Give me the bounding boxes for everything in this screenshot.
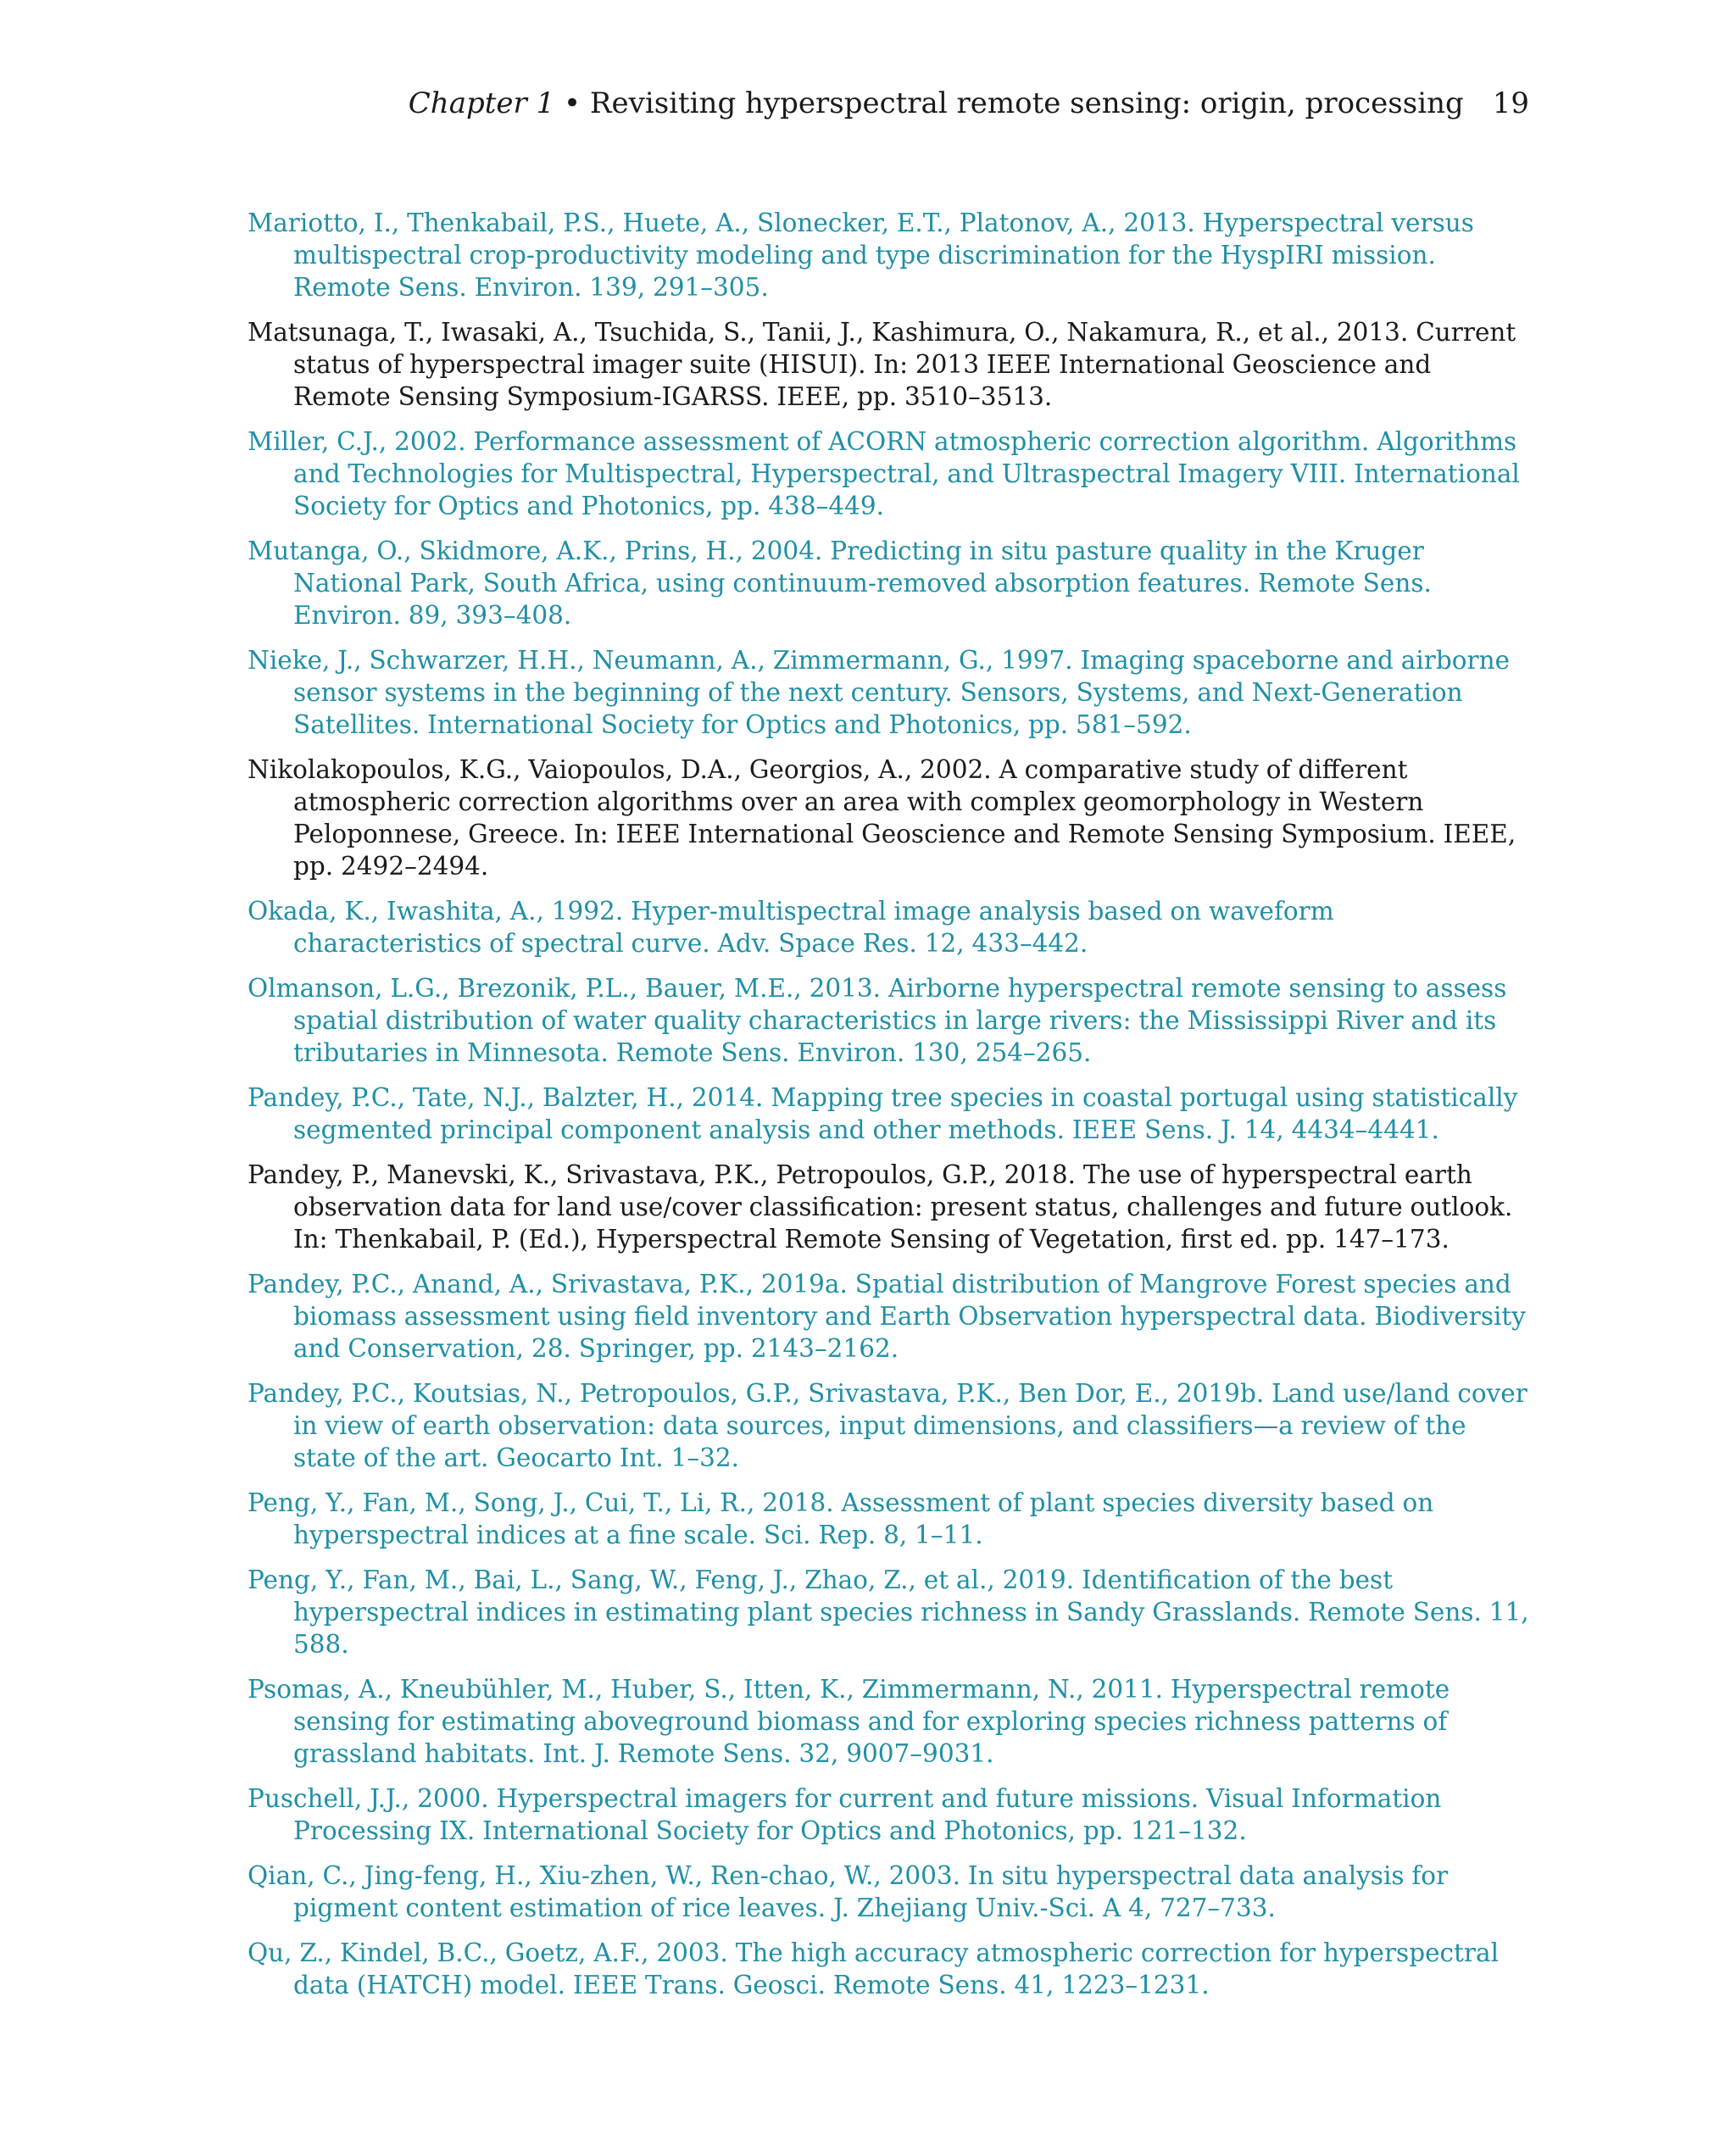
chapter-title: Revisiting hyperspectral remote sensing: origin, processing [589,86,1464,120]
reference-list [248,207,1529,2014]
reference-item: Mariotto, I., Thenkabail, P.S., Huete, A., Slonecker, E.T., Platonov, A., 2013. Hyperspectral versus multispectral crop-productivity modeling and type discrimination for the HyspIRI mission. Remote Sens. Environ. 139, 291–305. [248,209,1474,302]
page-number: 19 [1492,86,1529,120]
reference-item: Peng, Y., Fan, M., Song, J., Cui, T., Li, R., 2018. Assessment of plant species diversity based on hyperspectral indices at a fine scale. Sci. Rep. 8, 1–11. [248,1488,1434,1549]
reference-item: Nieke, J., Schwarzer, H.H., Neumann, A., Zimmermann, G., 1997. Imaging spaceborne and airborne sensor systems in the beginning of the next century. Sensors, Systems, and Next-Generation Satellites. International Society for Optics and Photonics, pp. 581–592. [248,646,1511,739]
reference-item: Olmanson, L.G., Brezonik, P.L., Bauer, M.E., 2013. Airborne hyperspectral remote sensing to assess spatial distribution of water quality characteristics in large rivers: the Mississippi River and its tributaries in Minnesota. Remote Sens. Environ. 130, 254–265. [248,974,1507,1067]
reference-item: Puschell, J.J., 2000. Hyperspectral imagers for current and future missions. Visual Information Processing IX. International Society for Optics and Photonics, pp. 121–132. [248,1784,1442,1845]
reference-item: Matsunaga, T., Iwasaki, A., Tsuchida, S., Tanii, J., Kashimura, O., Nakamura, R., et al., 2013. Current status of hyperspectral imager suite (HISUI). In: 2013 IEEE International Geoscience and Remote Sensing Symposium-IGARSS. IEEE, pp. 3510–3513. [248,318,1516,411]
reference-item: Pandey, P., Manevski, K., Srivastava, P.K., Petropoulos, G.P., 2018. The use of hyperspectral earth observation data for land use/cover classification: present status, challenges and future outlook. In: Thenkabail, P. (Ed.), Hyperspectral Remote Sensing of Vegetation, first ed. pp. 147–173. [248,1160,1513,1254]
header-separator: • [554,86,590,120]
reference-item: Psomas, A., Kneubühler, M., Huber, S., Itten, K., Zimmermann, N., 2011. Hyperspectral remote sensing for estimating aboveground biomass and for exploring species richness patterns of grassland habitats. Int. J. Remote Sens. 32, 9007–9031. [248,1675,1450,1768]
reference-item: Okada, K., Iwashita, A., 1992. Hyper-multispectral image analysis based on waveform characteristics of spectral curve. Adv. Space Res. 12, 433–442. [248,897,1334,958]
reference-item: Pandey, P.C., Koutsias, N., Petropoulos, G.P., Srivastava, P.K., Ben Dor, E., 2019b. Land use/land cover in view of earth observation: data sources, input dimensions, and classifiers—a review of the state of the art. Geocarto Int. 1–32. [248,1379,1527,1472]
chapter-label: Chapter 1 [408,86,555,120]
reference-item: Miller, C.J., 2002. Performance assessment of ACORN atmospheric correction algorithm. Algorithms and Technologies for Multispectral, Hyperspectral, and Ultraspectral Imagery VIII. International Society for Optics and Photonics, pp. 438–449. [248,427,1520,520]
reference-item: Nikolakopoulos, K.G., Vaiopoulos, D.A., Georgios, A., 2002. A comparative study of different atmospheric correction algorithms over an area with complex geomorphology in Western Peloponnese, Greece. In: IEEE International Geoscience and Remote Sensing Symposium. IEEE, pp. 2492–2494. [248,755,1516,881]
reference-item: Pandey, P.C., Anand, A., Srivastava, P.K., 2019a. Spatial distribution of Mangrove Forest species and biomass assessment using field inventory and Earth Observation hyperspectral data. Biodiversity and Conservation, 28. Springer, pp. 2143–2162. [248,1270,1526,1363]
reference-item: Pandey, P.C., Tate, N.J., Balzter, H., 2014. Mapping tree species in coastal portugal using statistically segmented principal component analysis and other methods. IEEE Sens. J. 14, 4434–4441. [248,1083,1518,1144]
reference-item: Qu, Z., Kindel, B.C., Goetz, A.F., 2003. The high accuracy atmospheric correction for hyperspectral data (HATCH) model. IEEE Trans. Geosci. Remote Sens. 41, 1223–1231. [248,1938,1500,1999]
running-head [409,85,1529,122]
reference-item: Qian, C., Jing-feng, H., Xiu-zhen, W., Ren-chao, W., 2003. In situ hyperspectral data analysis for pigment content estimation of rice leaves. J. Zhejiang Univ.-Sci. A 4, 727–733. [248,1861,1449,1922]
reference-item: Mutanga, O., Skidmore, A.K., Prins, H., 2004. Predicting in situ pasture quality in the Kruger National Park, South Africa, using continuum-removed absorption features. Remote Sens. Environ. 89, 393–408. [248,537,1432,630]
reference-item: Peng, Y., Fan, M., Bai, L., Sang, W., Feng, J., Zhao, Z., et al., 2019. Identification of the best hyperspectral indices in estimating plant species richness in Sandy Grasslands. Remote Sens. 11, 588. [248,1565,1529,1659]
